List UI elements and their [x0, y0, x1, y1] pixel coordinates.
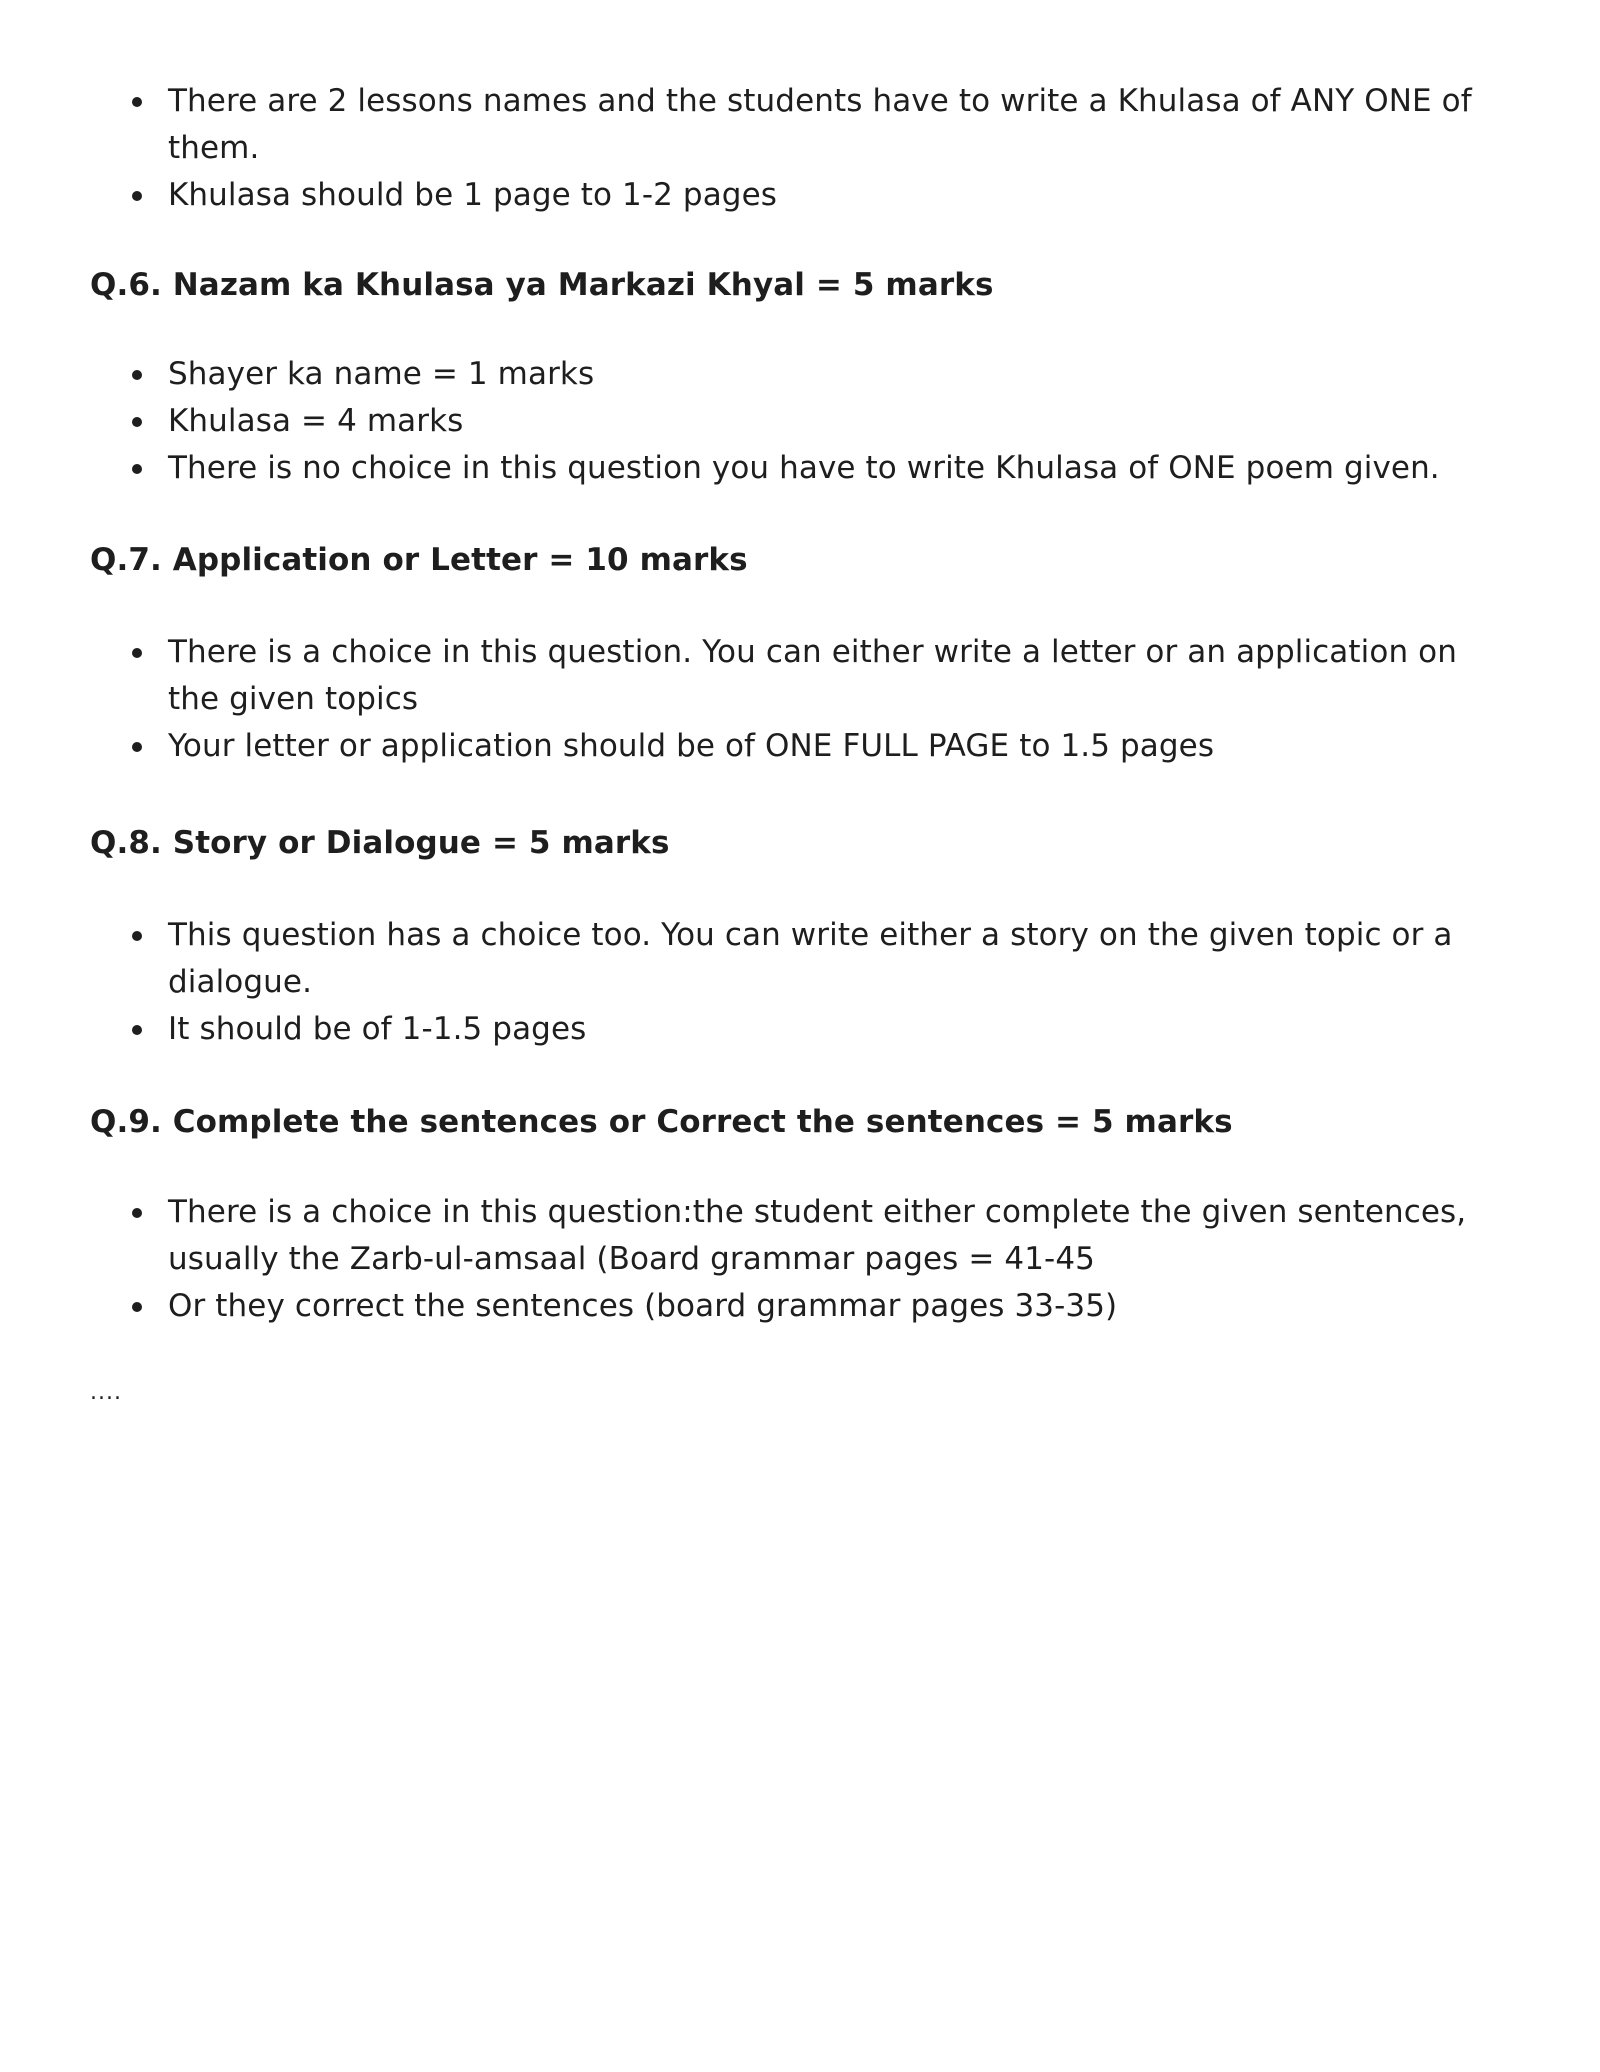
list-item [0, 1006, 1600, 1053]
list-item [0, 912, 1600, 1006]
q8-bullet-1: This question has a choice too. You can write either a story on the given topic or a dialogue. [168, 917, 1453, 1000]
q8-bullet-2: It should be of 1-1.5 pages [168, 1011, 587, 1047]
q6-section [0, 262, 1600, 309]
q6-bullets-section [0, 351, 1600, 492]
q6-bullet-list [0, 351, 1600, 492]
intro-section [0, 78, 1600, 219]
intro-bullet-2: Khulasa should be 1 page to 1-2 pages [168, 177, 777, 213]
q8-bullets-section [0, 912, 1600, 1053]
q6-bullet-3: There is no choice in this question you have to write Khulasa of ONE poem given. [168, 450, 1440, 486]
bullet-icon [132, 742, 142, 752]
list-item [0, 445, 1600, 492]
list-item [0, 1283, 1600, 1330]
q6-bullet-1: Shayer ka name = 1 marks [168, 356, 595, 392]
q9-bullet-list [0, 1189, 1600, 1330]
q9-section [0, 1099, 1600, 1146]
q8-section [0, 820, 1600, 867]
list-item [0, 629, 1600, 723]
q7-bullet-list [0, 629, 1600, 770]
list-item [0, 351, 1600, 398]
q6-bullet-2: Khulasa = 4 marks [168, 403, 464, 439]
q7-bullet-2: Your letter or application should be of ONE FULL PAGE to 1.5 pages [168, 728, 1215, 764]
q8-heading: Q.8. Story or Dialogue = 5 marks [90, 825, 670, 861]
bullet-icon [132, 648, 142, 658]
bullet-icon [132, 417, 142, 427]
trailing-ellipsis: .... [90, 1380, 122, 1405]
bullet-icon [132, 97, 142, 107]
intro-bullet-list [0, 78, 1600, 219]
list-item [0, 78, 1600, 172]
list-item [0, 723, 1600, 770]
q9-heading: Q.9. Complete the sentences or Correct the sentences = 5 marks [90, 1104, 1233, 1140]
intro-bullet-1: There are 2 lessons names and the students have to write a Khulasa of ANY ONE of them. [168, 83, 1472, 166]
q9-bullets-section [0, 1189, 1600, 1330]
q7-bullet-1: There is a choice in this question. You can either write a letter or an application on the given topics [168, 634, 1457, 717]
q6-heading: Q.6. Nazam ka Khulasa ya Markazi Khyal = 5 marks [90, 267, 994, 303]
bullet-icon [132, 370, 142, 380]
q7-bullets-section [0, 629, 1600, 770]
bullet-icon [132, 1025, 142, 1035]
bullet-icon [132, 1208, 142, 1218]
list-item [0, 1189, 1600, 1283]
bullet-icon [132, 1302, 142, 1312]
q9-bullet-2: Or they correct the sentences (board grammar pages 33-35) [168, 1288, 1118, 1324]
list-item [0, 398, 1600, 445]
bullet-icon [132, 191, 142, 201]
bullet-icon [132, 464, 142, 474]
q8-bullet-list [0, 912, 1600, 1053]
bullet-icon [132, 931, 142, 941]
q7-section [0, 537, 1600, 584]
q7-heading: Q.7. Application or Letter = 10 marks [90, 542, 748, 578]
q9-bullet-1: There is a choice in this question:the student either complete the given sentences, usually the Zarb-ul-amsaal (Board grammar pages = 41-45 [168, 1194, 1467, 1277]
list-item [0, 172, 1600, 219]
